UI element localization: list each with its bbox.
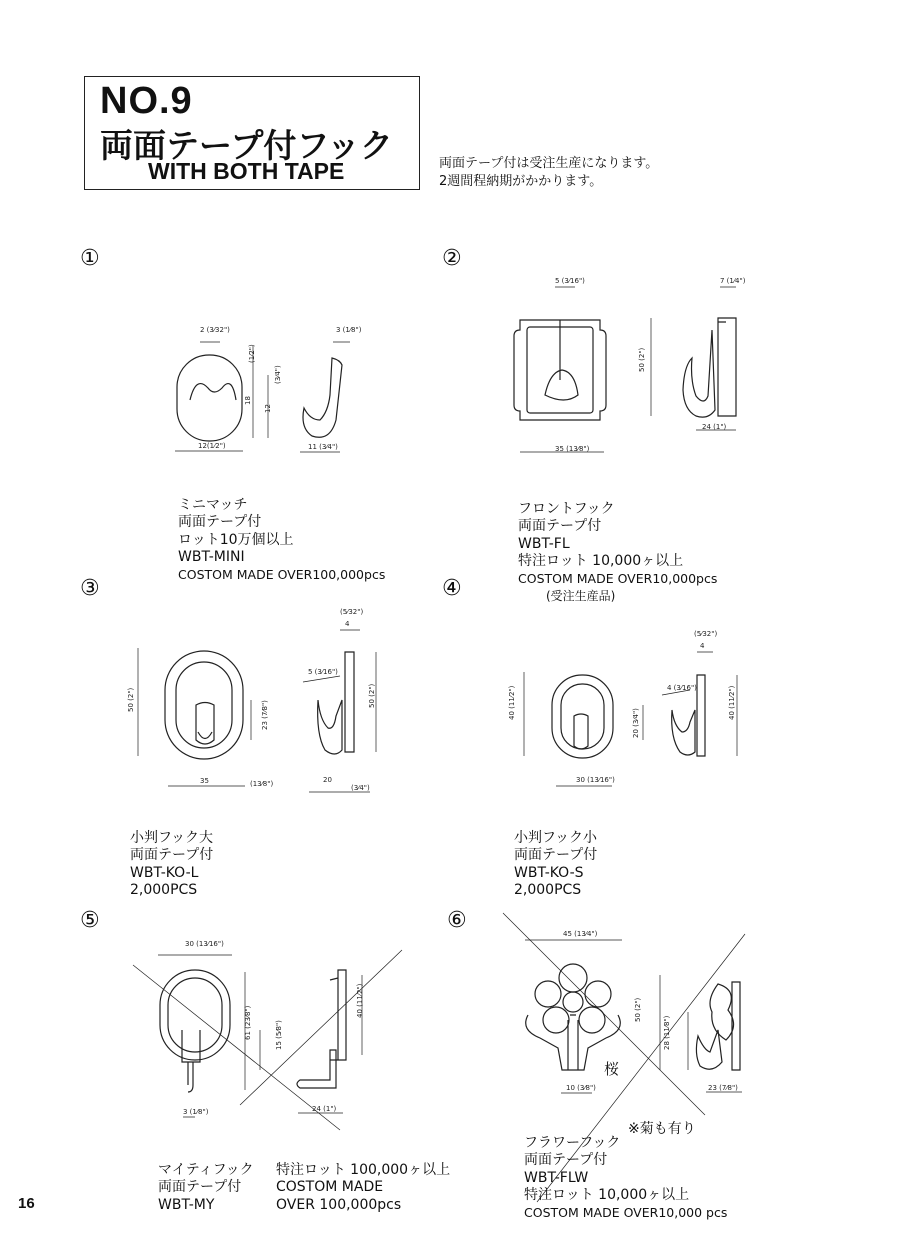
drawing-item-4 xyxy=(524,652,737,786)
dim-label: 5 (3⁄16") xyxy=(555,277,585,285)
dim-label: 7 (1⁄4") xyxy=(720,277,746,285)
drawing-item-3 xyxy=(138,630,376,792)
item-index-5: ⑤ xyxy=(80,908,100,933)
item-index-1: ① xyxy=(80,246,100,271)
dim-label: 23 (7⁄8") xyxy=(708,1084,738,1092)
dim-label: 3 (1⁄8") xyxy=(336,326,362,334)
dim-label: 18 xyxy=(244,396,252,405)
dim-label: 4 xyxy=(700,642,705,650)
dim-label: 28 (11⁄8") xyxy=(663,1015,671,1050)
page-subtitle: WITH BOTH TAPE xyxy=(148,158,345,184)
dim-label: (5⁄32") xyxy=(694,630,718,638)
dim-label: (5⁄32") xyxy=(340,608,364,616)
dim-label: 61 (23⁄8") xyxy=(244,1005,252,1040)
dim-label: 12 xyxy=(264,404,272,413)
dim-label: 50 (2") xyxy=(127,687,135,712)
item-index-4: ④ xyxy=(442,576,462,601)
sakura-label: 桜 xyxy=(604,1060,620,1078)
item-index-6: ⑥ xyxy=(447,908,467,933)
dim-label: 4 (3⁄16") xyxy=(667,684,697,692)
dim-label: 5 (3⁄16") xyxy=(308,668,338,676)
caption-item-1: ミニマッチ 両面テープ付 ロット10万個以上 WBT-MINI COSTOM MADE OVER100,000pcs xyxy=(178,496,386,583)
dim-label: 40 (11⁄2") xyxy=(508,685,516,720)
dim-label: 3 (1⁄8") xyxy=(183,1108,209,1116)
dim-label: 30 (13⁄16") xyxy=(576,776,615,784)
dim-label: 40 (11⁄2") xyxy=(356,983,364,1018)
dim-label: (3⁄4") xyxy=(351,784,370,792)
dim-label: 15 (5⁄8") xyxy=(275,1020,283,1050)
dim-label: 24 (1") xyxy=(312,1105,337,1113)
caption-item-2: フロントフック 両面テープ付 WBT-FL 特注ロット 10,000ヶ以上 COSTOM MADE OVER10,000pcs (受注生産品) xyxy=(518,500,718,603)
dim-label: 35 xyxy=(200,777,209,785)
caption-item-5-lot: 特注ロット 100,000ヶ以上 COSTOM MADE OVER 100,000pcs xyxy=(276,1161,451,1213)
dim-label: 23 (7⁄8") xyxy=(261,700,269,730)
dim-label: 12(1⁄2") xyxy=(198,442,226,450)
caption-item-4: 小判フック小 両面テープ付 WBT-KO-S 2,000PCS xyxy=(514,829,598,899)
dim-label: 4 xyxy=(345,620,350,628)
item-index-3: ③ xyxy=(80,576,100,601)
section-number: NO.9 xyxy=(100,80,193,122)
dim-label: 35 (13⁄8") xyxy=(555,445,590,453)
dim-label: (13⁄8") xyxy=(250,780,274,788)
dim-label: 24 (1") xyxy=(702,423,727,431)
drawing-item-1 xyxy=(175,342,350,452)
dim-label: (1⁄2") xyxy=(248,344,256,363)
dim-label: 30 (13⁄16") xyxy=(185,940,224,948)
caption-item-3: 小判フック大 両面テープ付 WBT-KO-L 2,000PCS xyxy=(130,829,214,899)
dim-label: 50 (2") xyxy=(368,683,376,708)
page-number: 16 xyxy=(18,1195,35,1212)
item-index-2: ② xyxy=(442,246,462,271)
dim-label: (3⁄4") xyxy=(274,365,282,384)
dim-label: 40 (11⁄2") xyxy=(728,685,736,720)
caption-item-6: フラワーフック 両面テープ付 WBT-FLW 特注ロット 10,000ヶ以上 COSTOM MADE OVER10,000 pcs xyxy=(524,1134,728,1221)
dim-label: 2 (3⁄32") xyxy=(200,326,230,334)
dim-label: 20 (3⁄4") xyxy=(632,708,640,738)
dim-label: 45 (13⁄4") xyxy=(563,930,598,938)
dim-label: 11 (3⁄4") xyxy=(308,443,338,451)
page-title: 両面テープ付フック xyxy=(100,126,394,165)
caption-item-6-note: ※菊も有り xyxy=(628,1121,696,1137)
caption-item-5: マイティフック 両面テープ付 WBT-MY xyxy=(158,1161,254,1213)
dim-label: 20 xyxy=(323,776,332,784)
dim-label: 50 (2") xyxy=(638,347,646,372)
drawing-item-5 xyxy=(133,950,402,1130)
production-note: 両面テープ付は受注生産になります。 2週間程納期がかかります。 xyxy=(439,156,659,189)
dim-label: 50 (2") xyxy=(634,997,642,1022)
dim-label: 10 (3⁄8") xyxy=(566,1084,596,1092)
